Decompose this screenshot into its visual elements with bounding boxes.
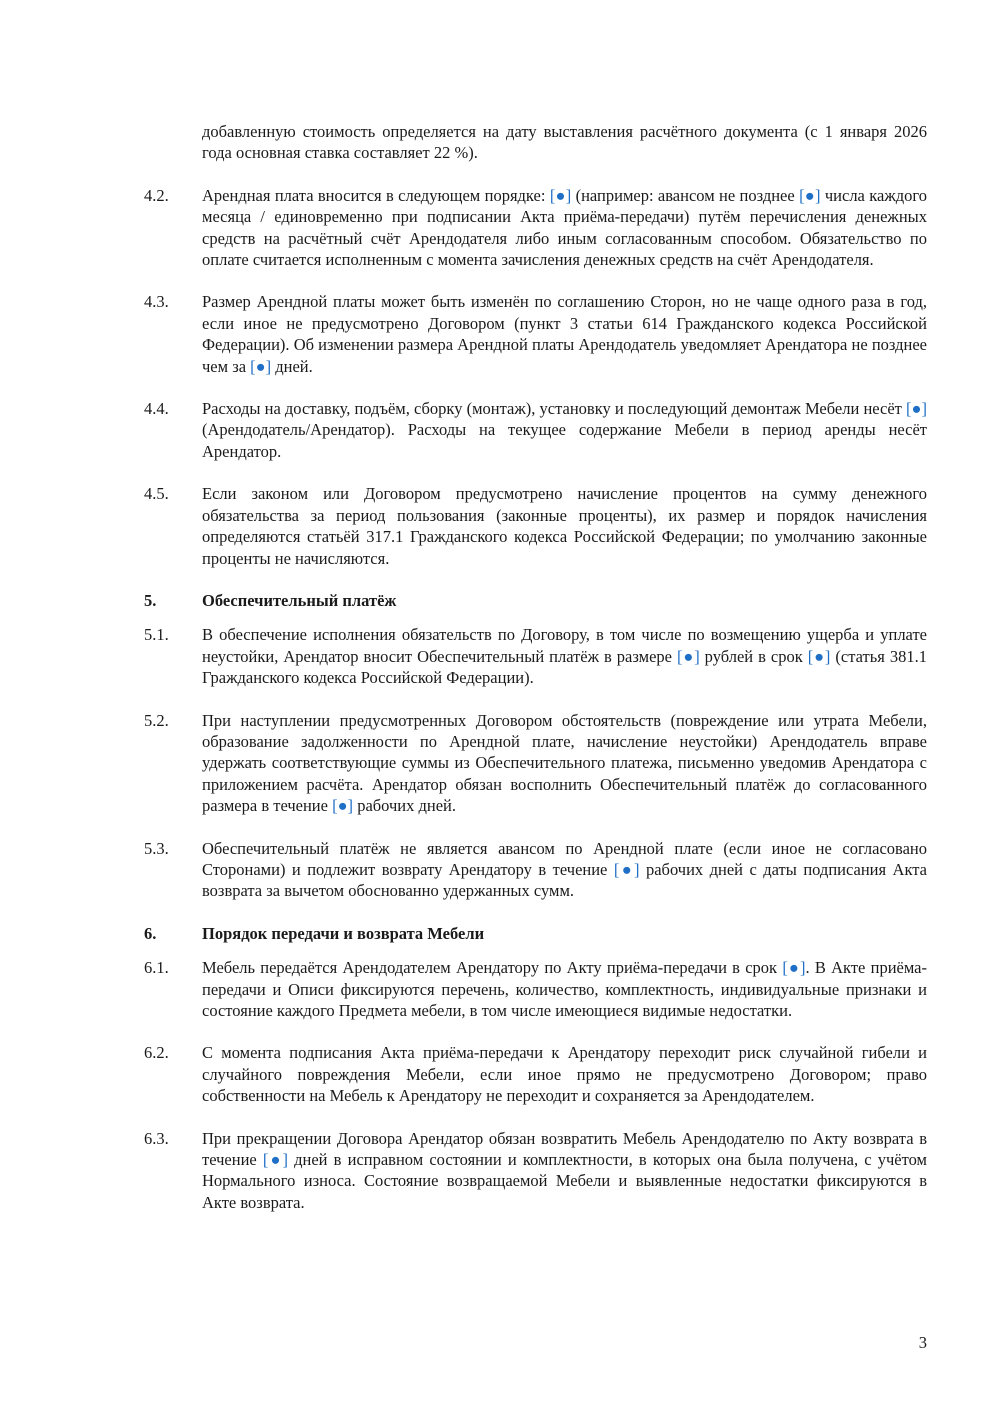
placeholder-field: [●] <box>677 646 700 666</box>
clause-6-2 <box>144 1042 927 1106</box>
clause-text: В обеспечение исполнения обязательств по Договору, в том числе по возмещению ущерба и уплате неустойки, Арендатор вносит Обеспечительный платёж в размере [●] рублей в срок [●] (статья 381.1 Гражданского кодекса Российской Федерации). <box>202 625 927 688</box>
clause-4-2 <box>144 185 927 271</box>
clause-number: 5.3. <box>144 838 169 858</box>
clause-text: При наступлении предусмотренных Договором обстоятельств (повреждение или утрата Мебели, образование задолженности по Арендной плате, начисление неустойки) Арендодатель вправе удержать соответствующие суммы из Обеспечительного платежа, письменно уведомив Арендатора с приложением расчёта. Арендатор обязан восполнить Обеспечительный платёж до согласованного размера в течение [●] рабочих дней. <box>202 710 927 816</box>
clause-4-4 <box>144 398 927 462</box>
clause-6-3 <box>144 1128 927 1214</box>
section-number: 5. <box>144 590 157 610</box>
page-content <box>144 121 927 1234</box>
clause-text: При прекращении Договора Арендатор обязан возвратить Мебель Арендодателю по Акту возврата в течение [●] дней в исправном состоянии и комплектности, в которых она была получена, с учётом Нормального износа. Состояние возвращаемой Мебели и выявленные недостатки фиксируются в Акте возврата. <box>202 1128 928 1212</box>
section-heading-6 <box>144 923 927 944</box>
section-number: 6. <box>144 923 157 943</box>
clause-number: 6.3. <box>144 1128 169 1148</box>
section-heading-5 <box>144 590 927 611</box>
clause-number: 6.2. <box>144 1043 169 1063</box>
clause-text: С момента подписания Акта приёма-передачи к Арендатору переходит риск случайной гибели и случайного повреждения Мебели, если иное прямо не предусмотрено Договором; право собственности на Мебель к Арендатору не переходит и сохраняется за Арендодателем. <box>202 1043 927 1106</box>
placeholder-field: [●] <box>782 958 806 978</box>
placeholder-field: [●] <box>906 399 927 419</box>
clause-text: Расходы на доставку, подъём, сборку (монтаж), установку и последующий демонтаж Мебели несёт [●] (Арендодатель/Арендатор). Расходы на текущее содержание Мебели в период аренды несёт Арендатор. <box>202 399 927 461</box>
clause-text: Мебель передаётся Арендодателем Арендатору по Акту приёма-передачи в срок [●]. В Акте приёма-передачи и Описи фиксируются перечень, количество, комплектность, индивидуальные признаки и состояние каждого Предмета мебели, в том числе имеющиеся видимые недостатки. <box>202 958 928 1020</box>
clause-5-2 <box>144 710 927 817</box>
clause-number: 4.3. <box>144 292 169 312</box>
page-number: 3 <box>918 1333 927 1352</box>
section-title: Порядок передачи и возврата Мебели <box>202 923 485 943</box>
clause-text: Арендная плата вносится в следующем порядке: [●] (например: авансом не позднее [●] числа каждого месяца / единовременно при подписании Акта приёма-передачи) путём перечисления денежных средств на расчётный счёт Арендодателя либо иным согласованным способом. Обязательство по оплате считается исполненным с момента зачисления денежных средств на счёт Арендодателя. <box>202 185 927 270</box>
clause-number: 5.2. <box>144 710 169 730</box>
placeholder-field: [●] <box>262 1150 288 1170</box>
clause-number: 6.1. <box>144 958 169 978</box>
placeholder-field: [●] <box>549 185 572 205</box>
clause-text: Обеспечительный платёж не является авансом по Арендной плате (если иное не согласовано Сторонами) и подлежит возврату Арендатору в течение [●] рабочих дней с даты подписания Акта возврата за вычетом обоснованно удержанных сумм. <box>202 838 928 901</box>
clause-4-3 <box>144 291 927 377</box>
section-title: Обеспечительный платёж <box>202 590 397 610</box>
clause-4-5 <box>144 483 927 569</box>
placeholder-field: [●] <box>613 859 640 879</box>
clause-number: 4.5. <box>144 484 169 504</box>
paragraph-continuation: добавленную стоимость определяется на дату выставления расчётного документа (с 1 января 2026 года основная ставка составляет 22 %). <box>202 122 927 163</box>
placeholder-field: [●] <box>332 796 354 816</box>
clause-number: 4.4. <box>144 399 169 419</box>
placeholder-field: [●] <box>250 356 272 376</box>
clause-5-3 <box>144 838 927 902</box>
clause-number: 4.2. <box>144 185 169 205</box>
clause-number: 5.1. <box>144 625 169 645</box>
clause-text: Если законом или Договором предусмотрено начисление процентов на сумму денежного обязательства за период пользования (законные проценты), их размер и порядок начисления определяются статьёй 317.1 Гражданского кодекса Российской Федерации; по умолчанию законные проценты не начисляются. <box>202 484 927 568</box>
clause-6-1 <box>144 957 927 1021</box>
placeholder-field: [●] <box>799 185 821 205</box>
placeholder-field: [●] <box>807 646 831 666</box>
clause-text: Размер Арендной платы может быть изменён по соглашению Сторон, но не чаще одного раза в год, если иное не предусмотрено Договором (пункт 3 статьи 614 Гражданского кодекса Российской Федерации). Об изменении размера Арендной платы Арендодатель уведомляет Арендатора не позднее чем за [●] дней. <box>202 292 927 376</box>
clause-5-1 <box>144 624 927 688</box>
